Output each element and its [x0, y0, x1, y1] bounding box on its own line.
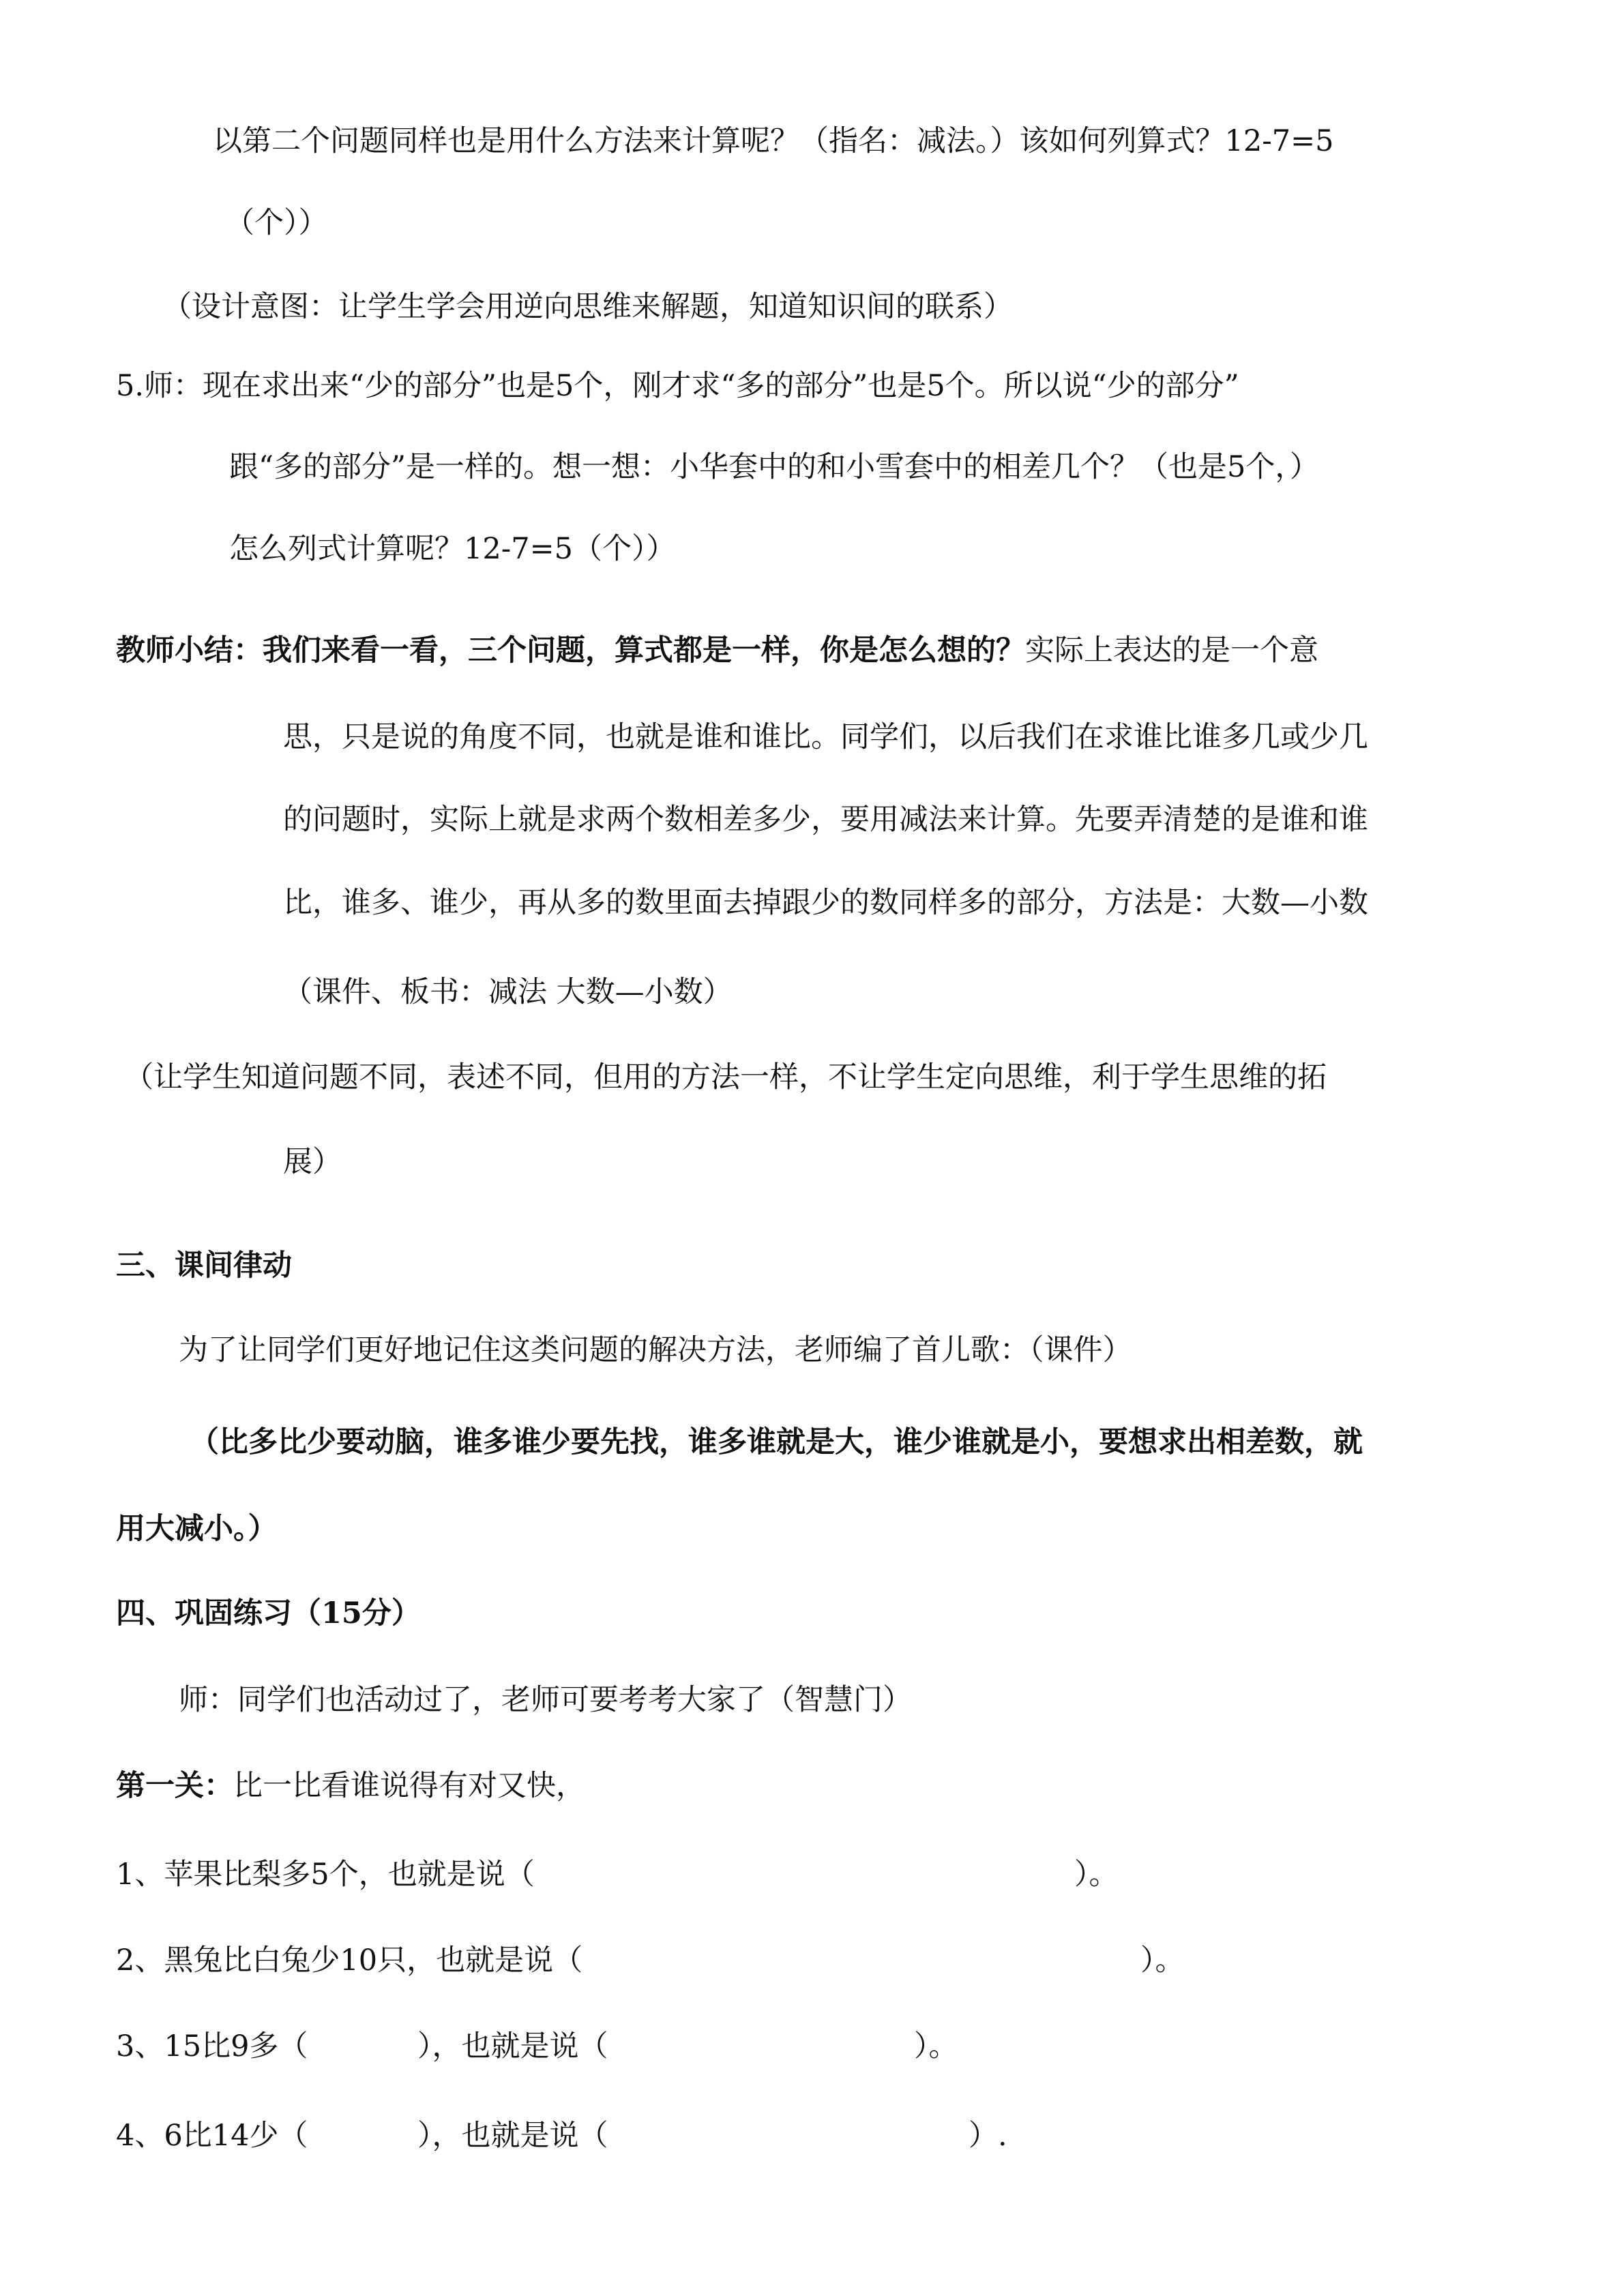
- exercise-4-mid: ），也就是说（: [417, 2119, 608, 2153]
- exercise-3-mid: ），也就是说（: [417, 2029, 608, 2063]
- text-line-step5-cont-2: 怎么列式计算呢？12-7=5（个））: [229, 532, 676, 566]
- text-line-step5-cont-1: 跟“多的部分”是一样的。想一想：小华套中的和小雪套中的相差几个？（也是5个，）: [229, 450, 1319, 484]
- exercise-1-close: ）。: [1074, 1858, 1119, 1892]
- summary-line-2: 思，只是说的角度不同，也就是谁和谁比。同学们，以后我们在求谁比谁多几或少几: [283, 720, 1368, 754]
- section-heading-3: 三、课间律动: [116, 1249, 292, 1283]
- section4-intro: 师：同学们也活动过了，老师可要考考大家了（智慧门）: [179, 1683, 912, 1717]
- exercise-2-close: ）。: [1140, 1943, 1185, 1978]
- text-line-1: 以第二个问题同样也是用什么方法来计算呢？（指名：减法。）该如何列算式？12-7=5: [213, 124, 1334, 158]
- teacher-summary: [116, 630, 1318, 671]
- summary-line-4: 比，谁多、谁少，再从多的数里面去掉跟少的数同样多的部分，方法是：大数—小数: [283, 886, 1368, 920]
- exercise-3-close: ）。: [914, 2029, 958, 2063]
- teacher-summary-label: 教师小结：: [116, 633, 263, 668]
- teacher-summary-bold: 我们来看一看，三个问题，算式都是一样，你是怎么想的？: [263, 633, 1025, 668]
- text-line-2: （个））: [225, 206, 328, 240]
- summary-courseware-note: （课件、板书：减法 大数—小数）: [283, 975, 733, 1009]
- design-intent-note: （设计意图：让学生学会用逆向思维来解题，知道知识间的联系）: [162, 290, 1013, 324]
- text-line-step5: 5.师：现在求出来“少的部分”也是5个，刚才求“多的部分”也是5个。所以说“少的部分”: [116, 369, 1239, 403]
- summary-line-3: 的问题时，实际上就是求两个数相差多少，要用减法来计算。先要弄清楚的是谁和谁: [283, 803, 1368, 837]
- level1-heading: [116, 1765, 585, 1806]
- intent-note-2-cont: 展）: [283, 1145, 342, 1179]
- rhyme-line-2: 用大减小。）: [116, 1512, 278, 1546]
- exercise-2-text: 2、黑兔比白兔少10只，也就是说（: [116, 1943, 583, 1978]
- exercise-4-close: ）.: [969, 2119, 1007, 2153]
- level1-text: 比一比看谁说得有对又快，: [233, 1769, 585, 1803]
- exercise-4-text: 4、6比14少（: [116, 2119, 308, 2153]
- intent-note-2: （让学生知道问题不同，表述不同，但用的方法一样，不让学生定向思维，利于学生思维的拓: [124, 1060, 1327, 1094]
- exercise-1-text: 1、苹果比梨多5个，也就是说（: [116, 1858, 535, 1892]
- section3-intro: 为了让同学们更好地记住这类问题的解决方法，老师编了首儿歌：（课件）: [179, 1333, 1132, 1367]
- section-heading-4: 四、巩固练习（15分）: [116, 1596, 421, 1630]
- level1-label: 第一关：: [116, 1769, 233, 1803]
- teacher-summary-text: 实际上表达的是一个意: [1025, 633, 1318, 668]
- exercise-3-text: 3、15比9多（: [116, 2029, 308, 2063]
- rhyme-line-1: （比多比少要动脑，谁多谁少要先找，谁多谁就是大，谁少谁就是小，要想求出相差数，就: [190, 1425, 1363, 1459]
